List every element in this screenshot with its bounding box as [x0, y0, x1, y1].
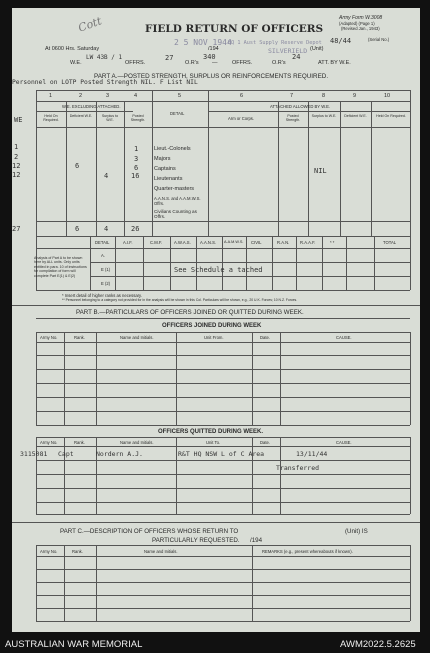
col-number: 1	[49, 93, 53, 99]
detail-row: Captains	[154, 166, 176, 172]
quitted-date: 13/11/44	[296, 450, 328, 458]
col1-value: 12	[12, 171, 21, 179]
part-c-col: Rank.	[72, 549, 83, 554]
part-a-typed-note: Personnel on LOTP Posted Strength NIL. F List NIL	[12, 79, 198, 86]
joined-col: Rank.	[74, 335, 85, 340]
quitted-name: Nordern A.J.	[96, 450, 143, 458]
col-head: Held On Required.	[376, 114, 406, 118]
unit-stamp: HQ 1 Aust Supply Reserve Depot	[228, 40, 322, 46]
analysis-head: R.A.A.F.	[300, 240, 316, 245]
total-value: 27	[12, 225, 21, 233]
ors-value-2: 24	[292, 53, 301, 61]
col-head: Posted Strength.	[130, 114, 146, 122]
we-label: W.E.	[70, 60, 82, 66]
footer-accession: AWM2022.5.2625	[340, 639, 416, 650]
detail-row: A.A.N.S. and A.A.M.W.S. Offrs.	[154, 196, 201, 206]
joined-col: CAUSE.	[336, 335, 352, 340]
part-c-line2: PARTICULARLY REQUESTED.	[152, 537, 240, 544]
col-number: 3	[106, 93, 110, 99]
col-number: 7	[290, 93, 294, 99]
analysis-head: * *	[330, 240, 335, 245]
form-revised: (Revised Jan., 1943)	[341, 26, 380, 31]
analysis-head: A.A.N.S.	[200, 240, 217, 245]
col2-value: 6	[75, 162, 80, 170]
quitted-col: Date.	[260, 440, 271, 445]
col-number: 10	[384, 93, 391, 99]
col1-value: 2	[14, 153, 19, 161]
unit-label: (Unit)	[310, 46, 324, 52]
part-b-heading: PART B.—PARTICULARS OF OFFICERS JOINED OR QUITTED DURING WEEK.	[76, 309, 304, 316]
analysis-head: A.W.A.S.	[174, 240, 191, 245]
serial-label: (Serial No.)	[368, 37, 390, 42]
analysis-head: CIVIL	[251, 240, 262, 245]
col4-value: 3	[134, 155, 139, 163]
quitted-col: Unit To.	[206, 440, 221, 445]
analysis-head: TOTAL	[383, 240, 397, 245]
quitted-army-no: 3115081	[20, 450, 48, 458]
joined-col: Name and Initials.	[120, 335, 154, 340]
form-title: FIELD RETURN OF OFFICERS	[145, 23, 324, 35]
we-value: LW 43B / 1	[86, 54, 123, 61]
col-number: 4	[134, 93, 138, 99]
analysis-row-label: A.	[101, 253, 105, 258]
year-label: /194	[208, 46, 219, 52]
analysis-head: A.A.M.W.S.	[224, 240, 244, 244]
detail-row: Majors	[154, 156, 171, 162]
col-head: Deficient W.E.	[344, 114, 367, 118]
col4-value: 16	[131, 172, 140, 180]
part-a-heading: PART A.—POSTED STRENGTH, SURPLUS OR REINFORCEMENTS REQUIRED.	[94, 73, 329, 80]
col-number: 6	[240, 93, 244, 99]
analysis-head: A.I.F.	[123, 240, 133, 245]
total-value: 6	[75, 225, 80, 233]
form-number: Army Form W.3008	[339, 15, 383, 21]
joined-col: Army No.	[40, 335, 58, 340]
offrs-value: 27	[165, 54, 174, 62]
footnote: * Insert detail of higher ranks as necessary.	[62, 293, 142, 298]
minus-sign: —	[212, 60, 218, 66]
part-c-col: Name and Initials.	[144, 549, 178, 554]
total-value: 26	[131, 225, 140, 233]
we-side-label: WE	[14, 116, 23, 124]
form-adapted: (Adapted) (Page 1)	[339, 21, 375, 26]
joined-col: Date.	[260, 335, 271, 340]
analysis-head: DETAIL	[95, 240, 110, 245]
part-c-col: Army No.	[40, 549, 58, 554]
col4-value: 1	[134, 145, 139, 153]
at-label: At 0600 Hrs. Saturday	[45, 46, 100, 52]
quitted-col: Army No.	[40, 440, 58, 445]
analysis-row-label: E (1)	[101, 267, 111, 272]
joined-col: Unit From.	[204, 335, 224, 340]
we-excl-label: W.E. EXCLUDING ATTACHED.	[62, 104, 121, 109]
detail-row: Civilians Counting as Offrs.	[154, 209, 197, 219]
ors-label: O.R's	[185, 60, 199, 66]
detail-row: Lieutenants	[154, 176, 183, 182]
unit-location: SILVERIELD	[268, 47, 308, 55]
col3-value: 4	[104, 172, 109, 180]
attached-label: ATTACHED ALLOWED BY W.E.	[270, 104, 331, 109]
col4-value: 6	[134, 164, 139, 172]
part-c-col: REMARKS (e.g., present whereabouts if known).	[262, 549, 353, 554]
quitted-rank: Capt	[58, 450, 74, 458]
quitted-col: Rank.	[74, 440, 85, 445]
quitted-unit-to: R&T HQ NSW L of C Area	[178, 450, 265, 458]
quitted-col: CAUSE.	[336, 440, 352, 445]
footnote: ** Personnel belonging to a category not provided for in the analysis will be shown in this Col. Particulars will be shown, e.g., 20 U.K. Forces; 10 N.Z. Forces.	[62, 298, 298, 302]
col-head: Surplus to W.E.	[311, 114, 337, 118]
handwritten-note: Cott	[76, 14, 104, 35]
quitted-cause: Transferred	[276, 464, 320, 472]
quitted-heading: OFFICERS QUITTED DURING WEEK.	[158, 429, 263, 435]
detail-row: Lieut.-Colonels	[154, 146, 191, 152]
col-number: 5	[178, 93, 182, 99]
serial-value: 48/44	[330, 37, 352, 45]
col-head: Deficient W.E.	[69, 114, 93, 118]
col8-value: NIL	[314, 167, 327, 175]
col-head: Held On Required.	[43, 114, 59, 122]
part-c-date: /194	[250, 537, 263, 544]
offrs-label-2: OFFRS.	[232, 60, 253, 66]
footer-credit: AUSTRALIAN WAR MEMORIAL	[5, 639, 143, 650]
ors-value: 340	[203, 53, 216, 61]
total-value: 4	[104, 225, 109, 233]
col-number: 9	[353, 93, 357, 99]
detail-row: Quarter-masters	[154, 186, 195, 192]
part-c-heading: PART C.—DESCRIPTION OF OFFICERS WHOSE RETURN TO	[60, 528, 239, 535]
col1-value: 12	[12, 162, 21, 170]
date-stamp: 2 5 NOV 1944	[174, 38, 232, 47]
col-number: 2	[79, 93, 83, 99]
col-head: Surplus to W.E.	[101, 114, 119, 122]
col-head: Posted Strength.	[285, 114, 301, 122]
joined-heading: OFFICERS JOINED DURING WEEK	[162, 323, 262, 329]
analysis-row-label: E (2)	[101, 281, 111, 286]
offrs-label: OFFRS.	[125, 60, 146, 66]
analysis-head: C.M.F.	[150, 240, 163, 245]
quitted-col: Name and Initials.	[120, 440, 154, 445]
part-c-unit: (Unit) IS	[345, 528, 368, 535]
analysis-note: Analysis of Part A to be shown here by ALL units. Only units entitled in para. 10 of instructions for compilation of form will complete Part E(1) & E(2)	[34, 256, 87, 278]
analysis-head: R.A.N.	[277, 240, 290, 245]
att-label: ATT. BY W.E.	[318, 60, 351, 66]
col1-value: 1	[14, 143, 19, 151]
col-number: 8	[322, 93, 326, 99]
ors-label-2: O.R's	[272, 60, 286, 66]
col-head: Arm or Corps.	[228, 116, 255, 121]
col-head: DETAIL	[170, 111, 185, 116]
schedule-note: See Schedule a tached	[174, 266, 263, 274]
